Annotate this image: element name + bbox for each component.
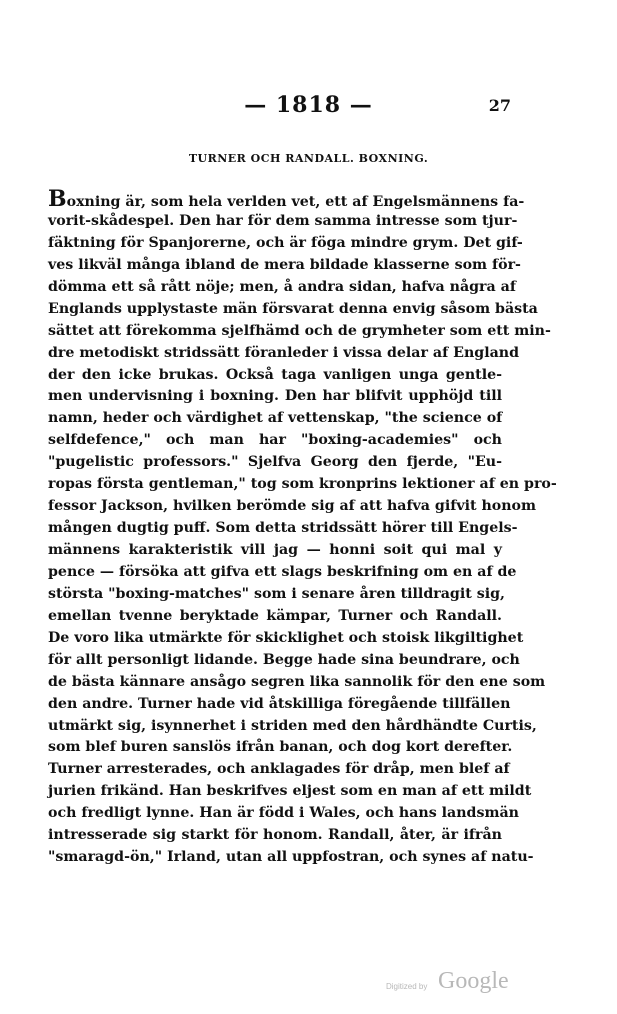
line-text: der den icke brukas. Också taga vanligen unga gentle- [48, 366, 502, 383]
line-text: pence — försöka att gifva ett slags beskrifning om en af de [48, 563, 517, 580]
text-line [48, 186, 525, 212]
line-text: Turner arresterades, och anklagades för dråp, men blef af [48, 761, 510, 778]
google-logo: Google [438, 968, 509, 994]
text-line [48, 343, 520, 365]
line-text: fäktning för Spanjorerne, och är föga mindre grym. Det gif- [48, 234, 523, 251]
text-line [48, 496, 537, 518]
line-text: ropas första gentleman," tog som kronprins lektioner af en pro- [48, 476, 557, 493]
body-text [48, 186, 557, 869]
text-line [48, 255, 521, 277]
text-line [48, 650, 520, 672]
line-text: emellan tvenne beryktade kämpar, Turner och Randall. [48, 607, 502, 624]
line-text: oxning är, som hela verlden vet, ett af Engelsmännens fa- [66, 194, 525, 210]
line-text: Englands upplystaste män försvarat denna envig såsom bästa [48, 300, 538, 317]
line-text: dre metodiskt stridssätt föranleder i vissa delar af England [48, 344, 520, 361]
page-number: 27 [488, 96, 511, 115]
text-line [48, 321, 551, 343]
line-text: "pugelistic professors." Sjelfva Georg den fjerde, "Eu- [48, 454, 502, 471]
text-line [48, 562, 517, 584]
text-line [48, 518, 518, 540]
text-line [48, 452, 502, 474]
text-line [48, 716, 537, 738]
line-text: ves likväl många ibland de mera bildade klasserne som för- [48, 256, 521, 273]
text-line [48, 759, 510, 781]
line-text: för allt personligt lidande. Begge hade sina beundrare, och [48, 651, 520, 668]
line-text: dömma ett så rått nöje; men, å andra sidan, hafva några af [48, 278, 516, 295]
line-text: De voro lika utmärkte för skicklighet och stoisk likgiltighet [48, 629, 524, 646]
line-text: mången dugtig puff. Som detta stridssätt hörer till Engels- [48, 520, 518, 537]
text-line [48, 365, 502, 387]
text-line [48, 211, 518, 233]
text-line [48, 474, 557, 496]
text-line [48, 803, 519, 825]
digitized-watermark [386, 968, 526, 998]
line-text: selfdefence," och man har "boxing-academies" och [48, 432, 502, 449]
text-line [48, 430, 502, 452]
text-line [48, 386, 502, 408]
text-line [48, 408, 502, 430]
line-text: intresserade sig starkt för honom. Randall, åter, är ifrån [48, 827, 502, 844]
section-title: TURNER OCH RANDALL. BOXNING. [188, 152, 429, 165]
text-line [48, 781, 532, 803]
digitized-by-label: Digitized by [386, 982, 428, 991]
text-line [48, 606, 502, 628]
text-line [48, 694, 511, 716]
line-text: jurien frikänd. Han beskrifves eljest som en man af ett mildt [48, 783, 532, 800]
line-text: men undervisning i boxning. Den har blifvit upphöjd till [48, 388, 502, 405]
text-line [48, 737, 513, 759]
text-line [48, 672, 546, 694]
drop-cap: B [48, 186, 67, 212]
text-line [48, 540, 502, 562]
text-line [48, 584, 505, 606]
text-line [48, 299, 538, 321]
year-heading: — 1818 — [244, 92, 373, 118]
line-text: och fredligt lynne. Han är född i Wales, och hans landsmän [48, 805, 519, 822]
text-line [48, 233, 523, 255]
line-text: de bästa kännare ansågo segren lika sannolik för den ene som [48, 673, 546, 690]
line-text: vorit-skådespel. Den har för dem samma intresse som tjur- [48, 212, 518, 229]
line-text: största "boxing-matches" som i senare åren tilldragit sig, [48, 585, 505, 602]
line-text: som blef buren sanslös ifrån banan, och dog kort derefter. [48, 739, 513, 756]
text-line [48, 847, 534, 869]
text-line [48, 277, 516, 299]
line-text: fessor Jackson, hvilken berömde sig af att hafva gifvit honom [48, 498, 537, 515]
line-text: männens karakteristik vill jag — honni soit qui mal y [48, 542, 502, 558]
line-text: sättet att förekomma sjelfhämd och de grymheter som ett min- [48, 322, 551, 339]
text-line [48, 628, 524, 650]
line-text: "smaragd-ön," Irland, utan all uppfostran, och synes af natu- [48, 849, 534, 866]
line-text: namn, heder och värdighet af vettenskap, "the science of [48, 410, 503, 427]
running-head [0, 92, 617, 122]
line-text: den andre. Turner hade vid åtskilliga föregående tillfällen [48, 695, 511, 712]
text-line [48, 825, 502, 847]
line-text: utmärkt sig, isynnerhet i striden med den hårdhändte Curtis, [48, 717, 537, 734]
